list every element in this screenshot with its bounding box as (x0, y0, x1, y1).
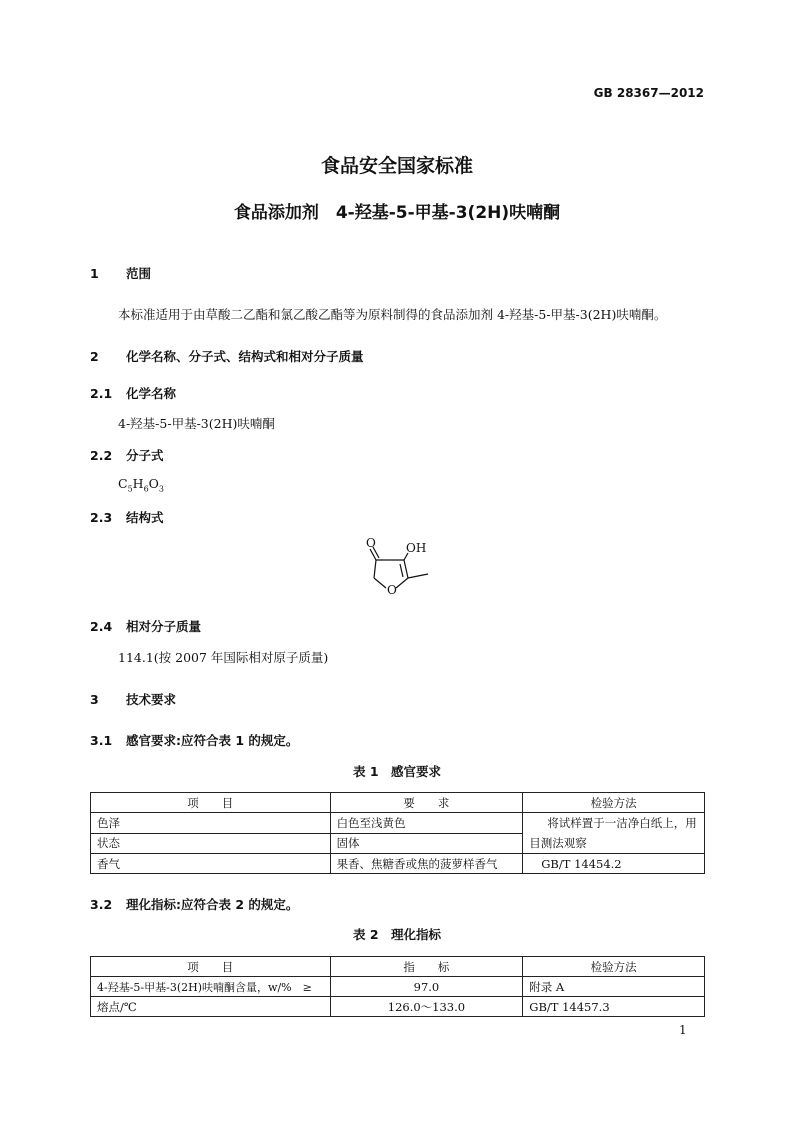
molecular-mass: 114.1(按 2007 年国际相对原子质量) (118, 650, 329, 665)
table-cell: 熔点/℃ (91, 997, 331, 1017)
carbonyl-oxygen-label: O (366, 536, 376, 550)
chemical-name: 4-羟基-5-甲基-3(2H)呋喃酮 (118, 416, 275, 431)
table-cell: 附录 A (523, 977, 705, 997)
section-title: 理化指标:应符合表 2 的规定。 (126, 897, 299, 912)
section-2-1-heading (90, 384, 176, 402)
table-header-cell: 指 标 (330, 957, 523, 977)
table-header-cell: 项 目 (91, 957, 331, 977)
section-3-1-heading (90, 731, 298, 749)
section-3-2-heading (90, 895, 298, 913)
section-title: 化学名称、分子式、结构式和相对分子质量 (126, 349, 364, 364)
table-cell: GB/T 14454.2 (523, 854, 705, 874)
page-number: 1 (679, 1023, 687, 1037)
table-header-cell: 检验方法 (523, 957, 705, 977)
section-title: 化学名称 (126, 386, 177, 401)
molecular-formula: $C_5H_6O_3$ (118, 476, 165, 494)
section-title: 分子式 (126, 448, 164, 463)
section-title: 感官要求:应符合表 1 的规定。 (126, 733, 299, 748)
table-header-cell: 项 目 (91, 793, 331, 813)
table-row (91, 813, 705, 834)
table-cell: 97.0 (330, 977, 523, 997)
section-2-3-heading (90, 508, 164, 526)
ring-oxygen-label: O (387, 583, 397, 597)
section-1-heading (90, 264, 151, 282)
table-row (91, 977, 705, 997)
section-number: 2.3 (90, 510, 113, 525)
section-number: 1 (90, 266, 99, 281)
table-header-row (91, 793, 705, 813)
table-row (91, 854, 705, 874)
section-number: 3.1 (90, 733, 113, 748)
table-row (91, 997, 705, 1017)
section-2-2-heading (90, 446, 164, 464)
table-cell: 色泽 (91, 813, 331, 834)
table-header-row (91, 957, 705, 977)
section-number: 2.1 (90, 386, 113, 401)
table-cell-method: 将试样置于一洁净白纸上，用目测法观察 (523, 813, 705, 854)
table-cell: 果香、焦糖香或焦的菠萝样香气 (330, 854, 523, 874)
section-2-4-heading (90, 617, 201, 635)
document-title: 食品安全国家标准 (320, 155, 473, 177)
table-cell: 126.0～133.0 (330, 997, 523, 1017)
section-number: 2 (90, 349, 99, 364)
section-number: 2.4 (90, 619, 113, 634)
section-title: 范围 (126, 266, 152, 281)
section-title: 结构式 (126, 510, 164, 525)
table-cell: 香气 (91, 854, 331, 874)
table-2 (90, 956, 705, 1017)
table-cell: 4-羟基-5-甲基-3(2H)呋喃酮含量，w/% ≥ (91, 977, 331, 997)
section-title: 相对分子质量 (126, 619, 202, 634)
document-subtitle: 食品添加剂 4-羟基-5-甲基-3(2H)呋喃酮 (233, 203, 561, 223)
section-title: 技术要求 (126, 692, 177, 707)
structural-formula (350, 535, 450, 600)
table-1-caption: 表 1 感官要求 (352, 764, 442, 779)
table-cell: 固体 (330, 833, 523, 854)
hydroxyl-label: OH (406, 541, 427, 555)
table-cell: 状态 (91, 833, 331, 854)
table-header-cell: 要 求 (330, 793, 523, 813)
section-number: 3.2 (90, 897, 113, 912)
table-cell: 白色至浅黄色 (330, 813, 523, 834)
section-3-heading (90, 690, 176, 708)
table-cell: GB/T 14457.3 (523, 997, 705, 1017)
table-1 (90, 792, 705, 874)
table-header-cell: 检验方法 (523, 793, 705, 813)
standard-number: GB 28367—2012 (593, 86, 704, 100)
table-2-caption: 表 2 理化指标 (352, 927, 442, 942)
section-1-text: 本标准适用于由草酸二乙酯和氯乙酸乙酯等为原料制得的食品添加剂 4-羟基-5-甲基-3(2H)呋喃酮。 (118, 307, 667, 322)
section-number: 2.2 (90, 448, 113, 463)
section-2-heading (90, 347, 364, 365)
section-number: 3 (90, 692, 99, 707)
